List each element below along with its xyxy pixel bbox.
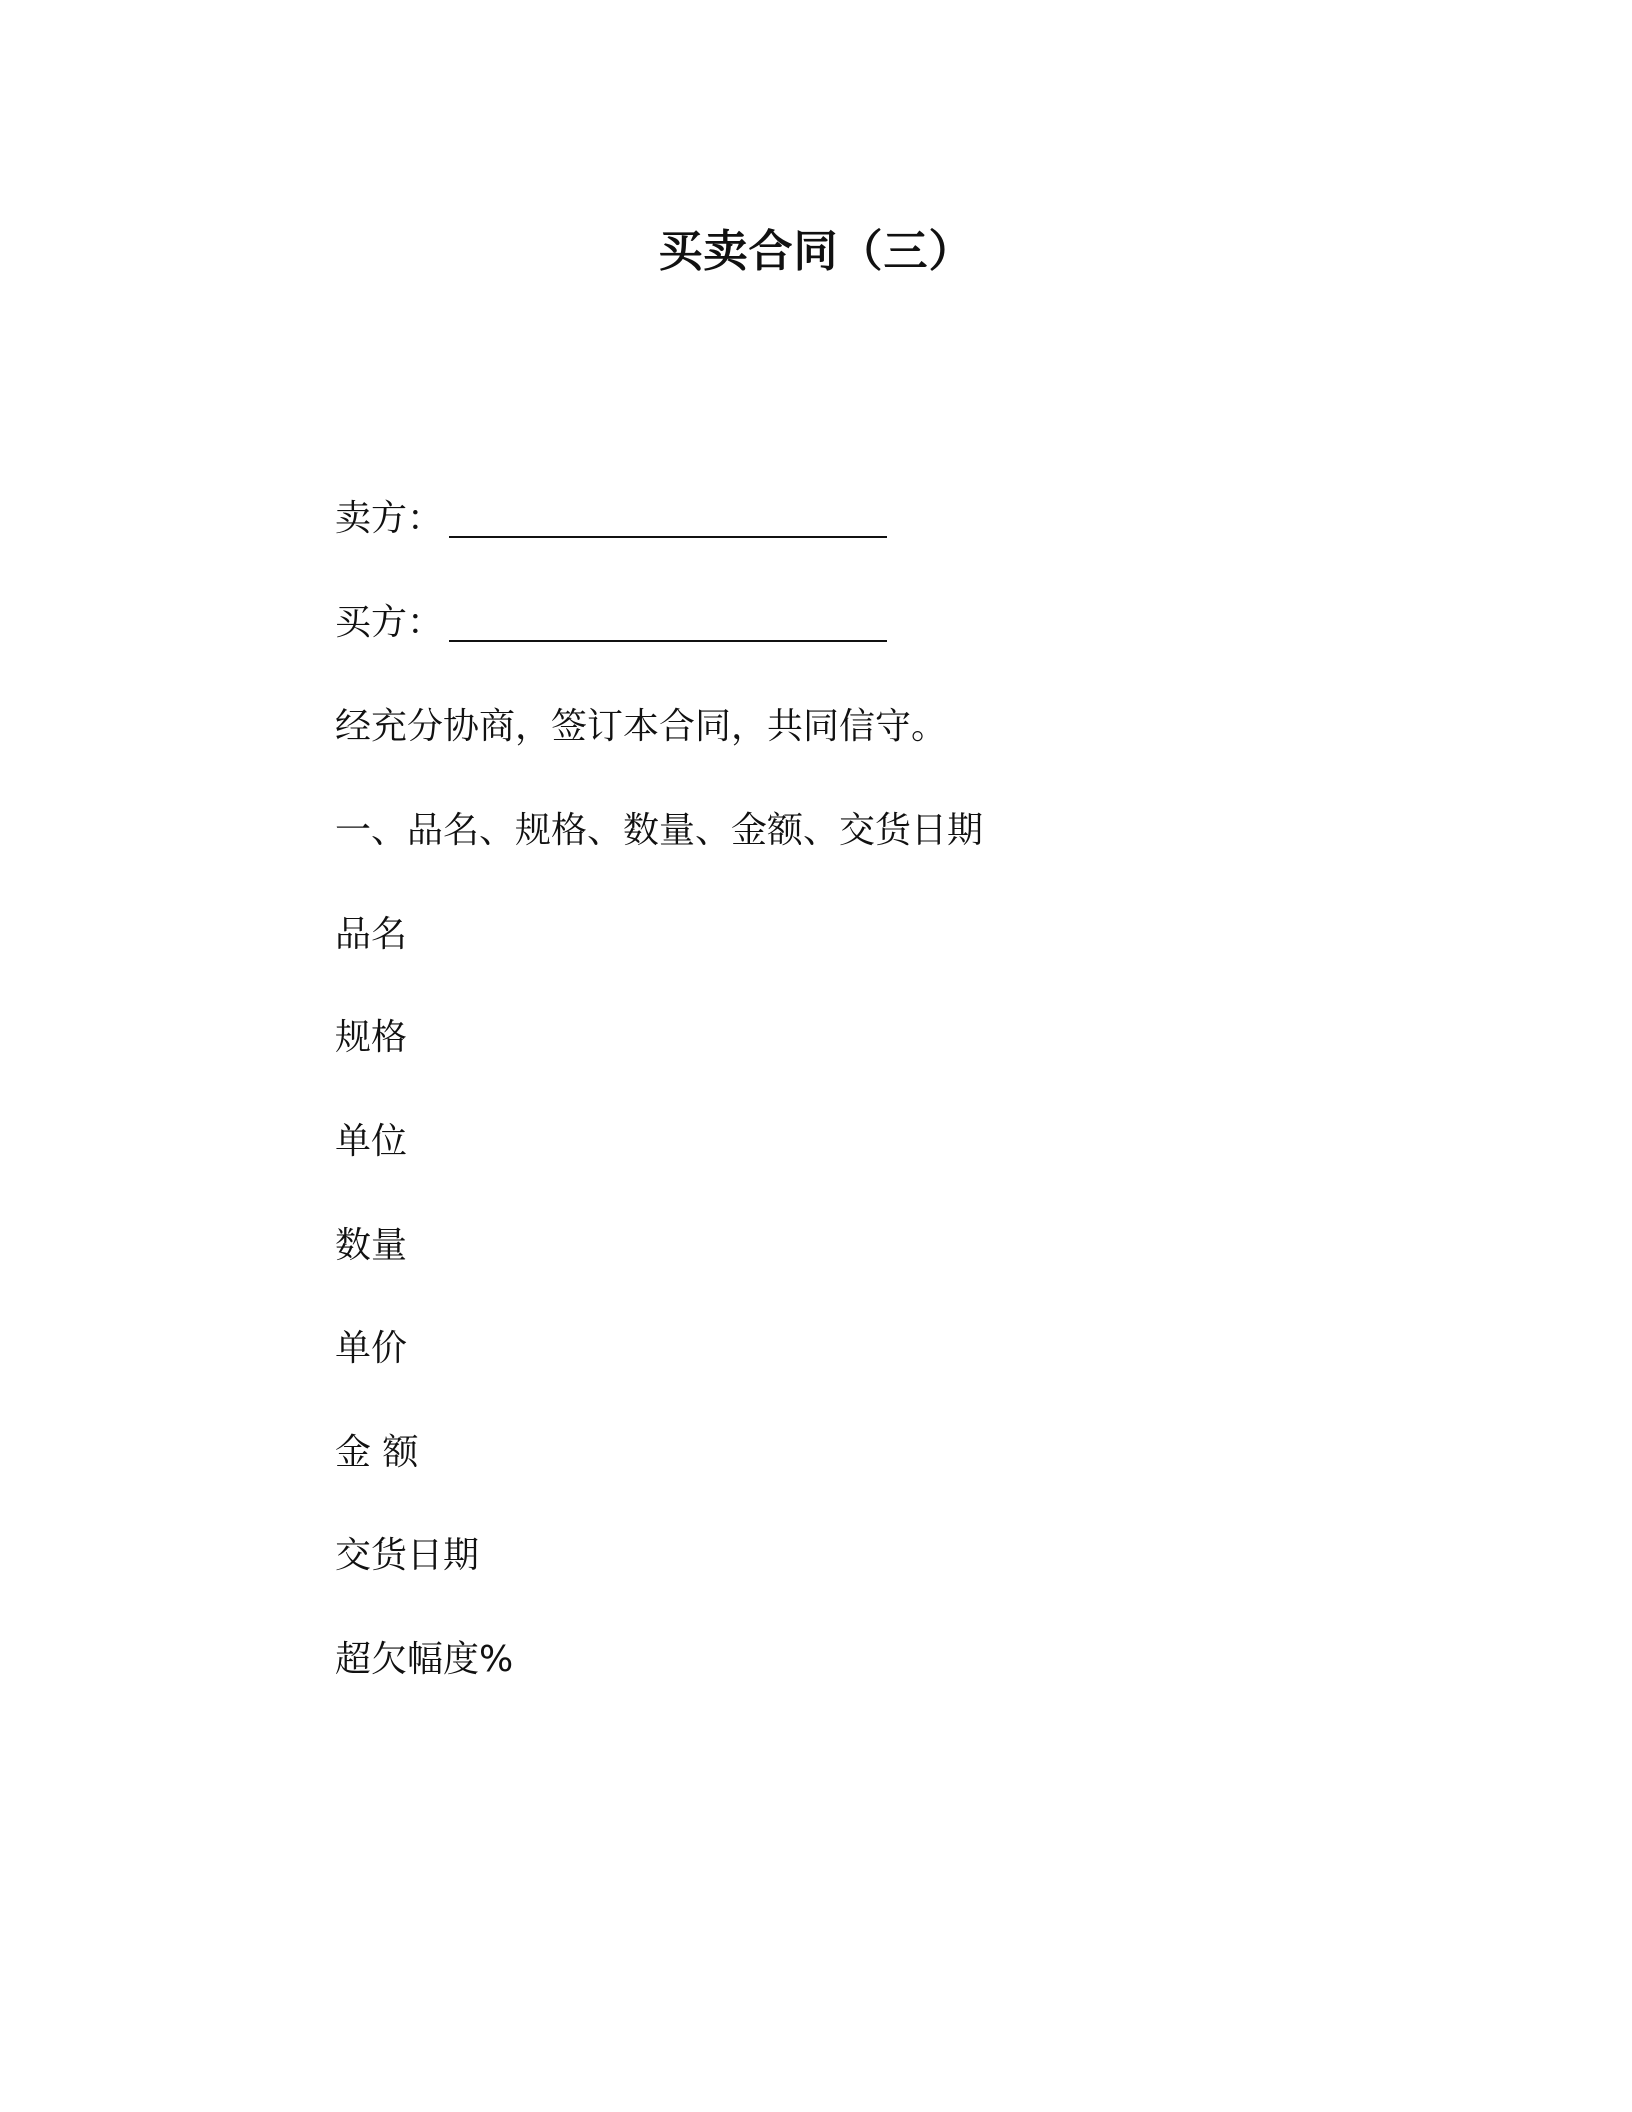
seller-line — [335, 494, 887, 544]
buyer-label: 买方： — [335, 602, 444, 643]
field-unit-price: 单价 — [335, 1328, 408, 1369]
contract-title: 买卖合同（三） — [658, 226, 974, 277]
field-product-name: 品名 — [335, 914, 408, 955]
field-delivery-date: 交货日期 — [335, 1535, 480, 1576]
section1-heading: 一、品名、规格、数量、金额、交货日期 — [335, 810, 984, 851]
buyer-line — [335, 598, 887, 648]
seller-label: 卖方： — [335, 498, 444, 539]
buyer-blank — [449, 606, 887, 642]
field-unit: 单位 — [335, 1121, 408, 1162]
field-quantity: 数量 — [335, 1225, 408, 1266]
field-specification: 规格 — [335, 1017, 408, 1058]
seller-blank — [449, 502, 887, 538]
intro-paragraph: 经充分协商，签订本合同，共同信守。 — [335, 706, 948, 747]
field-tolerance: 超欠幅度% — [335, 1639, 514, 1680]
field-amount: 金 额 — [335, 1432, 419, 1473]
